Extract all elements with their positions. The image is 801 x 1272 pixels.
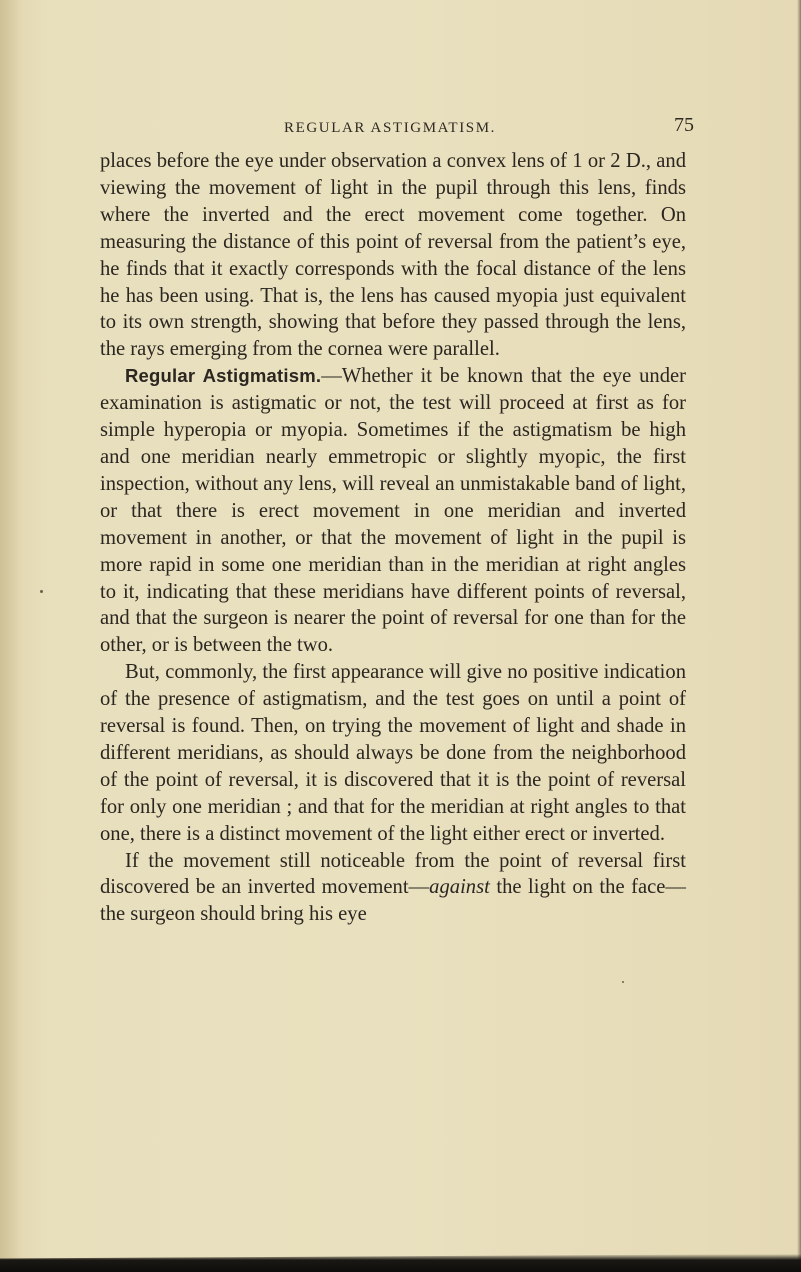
paragraph-4 <box>100 848 686 929</box>
page-bottom-edge <box>0 1242 801 1272</box>
paper-speck <box>40 590 43 593</box>
page-edge <box>797 0 801 1272</box>
page-header <box>0 114 801 144</box>
page-number: 75 <box>674 114 694 136</box>
paragraph-4-text-a: If the movement still noticeable from the point of reversal first discovered be an inverted movement— <box>100 849 686 899</box>
paragraph-2-text: —Whether it be known that the eye under examination is astigmatic or not, the test will proceed at first as for simple hyperopia or myopia. Sometimes if the astigmatism be high and one meridian nearly emmetropic or slightly myopic, the first inspection, without any lens, will reveal an unmistakable band of light, or that there is erect movement in one meridian and inverted movement in another, or that the movement of light in the pupil is more rapid in some one meridian than in the meridian at right angles to it, indicating that these meridians have different points of reversal, and that the surgeon is nearer the point of reversal for one than for the other, or is between the two. <box>100 365 687 657</box>
running-title: REGULAR ASTIGMATISM. <box>284 120 497 136</box>
section-heading: Regular Astigmatism. <box>125 365 322 387</box>
paragraph-3: But, commonly, the first appearance will give no positive indication of the presence of astigmatism, and the test goes on until a point of reversal is found. Then, on trying the movement of light and shade in different meridians, as should always be done from the neighborhood of the point of reversal, it is discovered that it is the point of reversal for only one meridian ; and that for the meridian at right angles to that one, there is a distinct movement of the light either erect or inverted. <box>100 661 686 845</box>
paragraph-1: places before the eye under observation a convex lens of 1 or 2 D., and viewing the movement of light in the pupil through this lens, finds where the inverted and the erect movement come together. On measuring the distance of this point of reversal from the patient’s eye, he finds that it exactly corresponds with the focal distance of the lens he has been using. That is, the lens has caused myopia just equivalent to its own strength, showing that before they passed through the lens, the rays emerging from the cornea were parallel. <box>100 150 686 361</box>
body-text <box>100 148 686 928</box>
paragraph-2 <box>100 363 686 659</box>
italic-word: against <box>429 876 490 899</box>
paper-speck <box>622 981 624 983</box>
spine-shadow <box>0 0 22 1272</box>
paragraph-4-text-b: the light on the face—the surgeon should bring his eye <box>100 876 686 926</box>
